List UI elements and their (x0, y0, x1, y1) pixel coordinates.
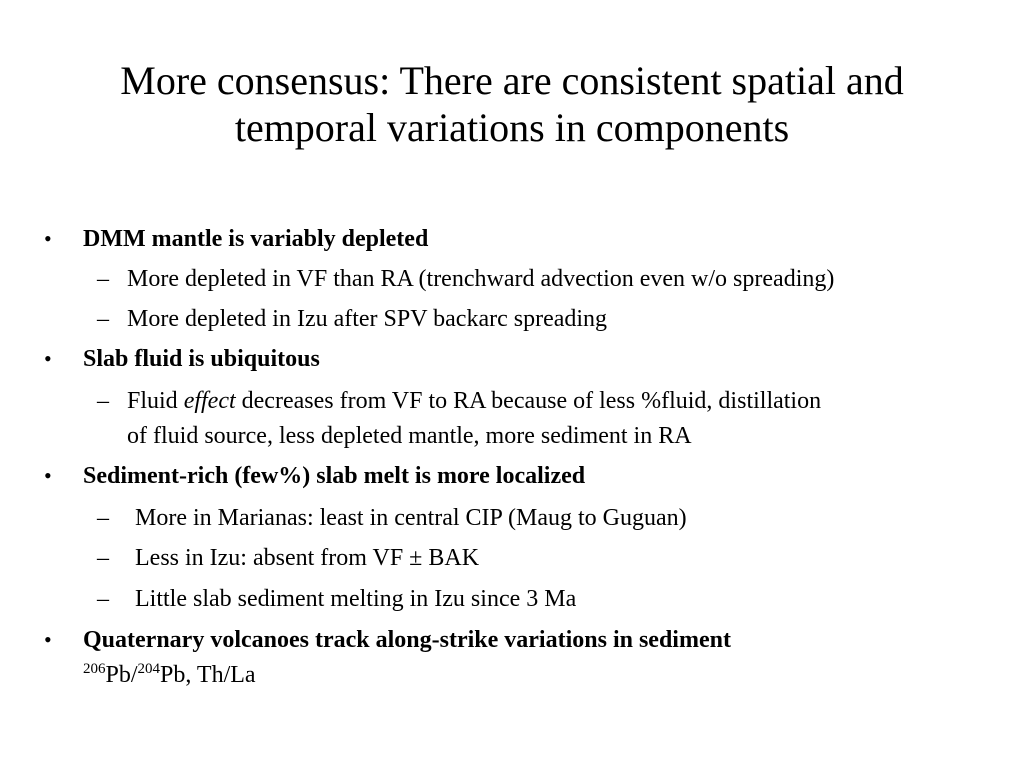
sub-item-text: More in Marianas: least in central CIP (Maug to Guguan) (135, 505, 687, 531)
dash-icon: – (97, 545, 109, 571)
sub-item-text: More depleted in VF than RA (trenchward advection even w/o spreading) (127, 266, 835, 292)
sub-item-text: Less in Izu: absent from VF ± BAK (135, 545, 480, 571)
sub-item-text: of fluid source, less depleted mantle, more sediment in RA (127, 423, 692, 449)
slide-title (40, 58, 984, 152)
bullet-text: Slab fluid is ubiquitous (83, 346, 320, 372)
dash-icon: – (97, 505, 109, 531)
superscript-206: 206 (83, 661, 106, 677)
isotope-pb-b: Pb, Th/La (160, 662, 256, 688)
slide-title-line1: More consensus: There are consistent spatial and (120, 58, 904, 103)
bullet-icon: • (44, 346, 52, 371)
sub-item-text: Little slab sediment melting in Izu since 3 Ma (135, 586, 577, 612)
superscript-204: 204 (137, 661, 161, 677)
bullet-icon: • (44, 463, 52, 488)
bullet-text: DMM mantle is variably depleted (83, 226, 429, 252)
bullet-icon: • (44, 627, 52, 652)
sub-item-text-pre: Fluid (127, 388, 184, 414)
sub-item-text (127, 384, 821, 418)
dash-icon: – (97, 266, 109, 292)
slide-title-line2: temporal variations in components (234, 104, 790, 150)
dash-icon: – (97, 388, 109, 414)
dash-icon: – (97, 306, 109, 332)
bullet-icon: • (44, 226, 52, 251)
sub-item-text-emphasis: effect (183, 388, 236, 414)
bullet-text: Sediment-rich (few%) slab melt is more localized (83, 463, 586, 489)
bullet-text: Quaternary volcanoes track along-strike variations in sediment (83, 627, 731, 653)
isotope-pb-a: Pb/ (105, 662, 138, 688)
sub-item-text: More depleted in Izu after SPV backarc spreading (127, 306, 608, 332)
bullet-text-line2 (83, 658, 256, 695)
dash-icon: – (97, 586, 109, 612)
sub-item-text-post: decreases from VF to RA because of less %fluid, distillation (235, 388, 822, 414)
